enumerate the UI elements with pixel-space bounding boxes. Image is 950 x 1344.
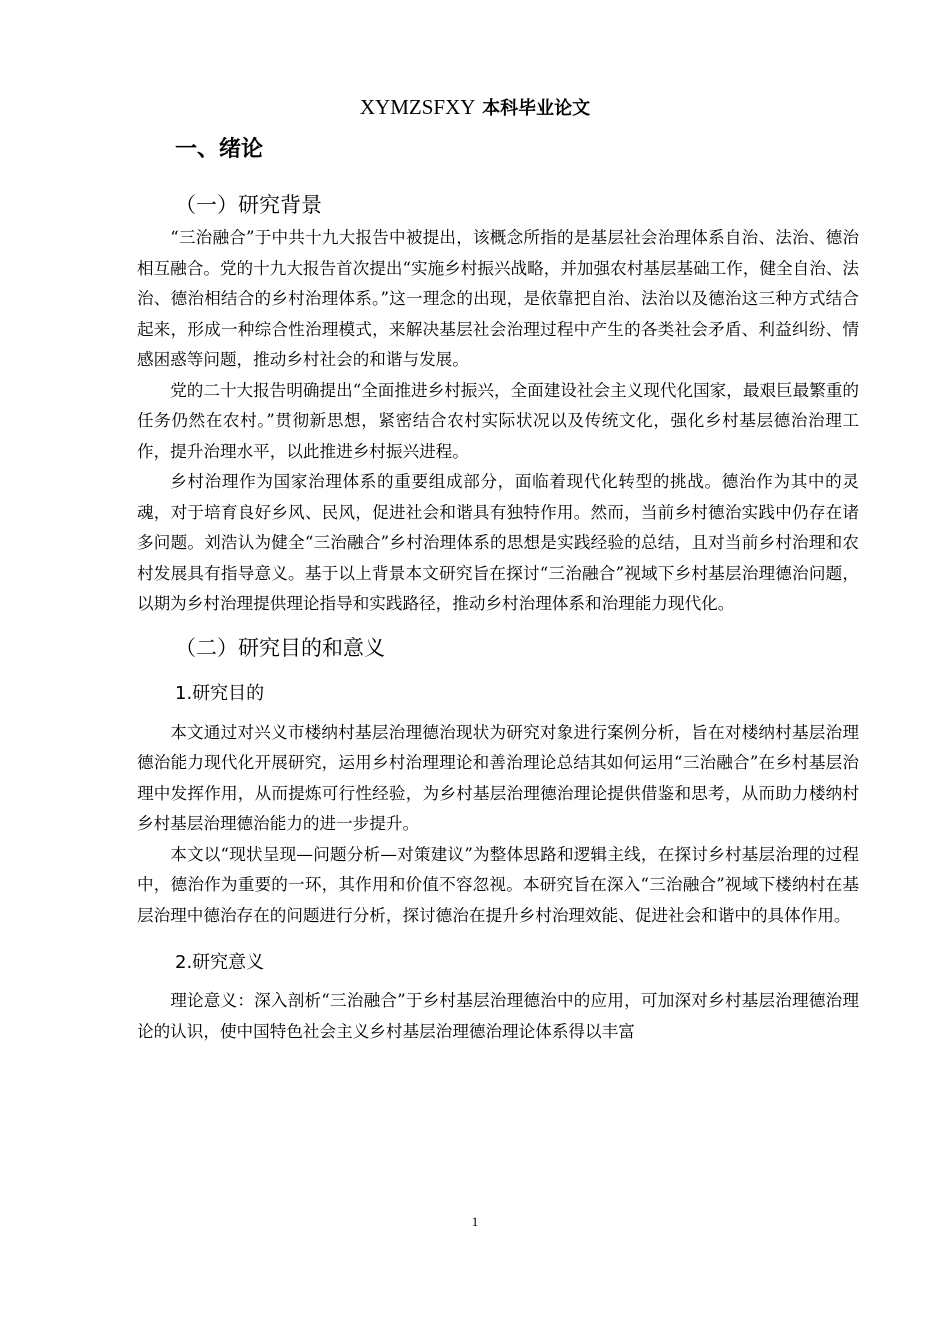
section-title: 一、绪论 [175,137,264,162]
page-number: 1 [471,1214,479,1229]
purpose-heading: 1.研究目的 [175,682,265,704]
purpose-significance-heading: （二）研究目的和意义 [175,635,385,660]
background-heading: （一）研究背景 [175,193,322,217]
background-paragraph-3: 乡村治理作为国家治理体系的重要组成部分，面临着现代化转型的挑战。德治作为其中的灵魂，对于培育良好乡风、民风，促进社会和谐具有独特作用。然而，当前乡村德治实践中仍存在诸多问题。刘浩认为健全“三治融合”乡村治理体系的思想是实践经验的总结，且对当前乡村治理和农村发展具有指导意义。基于以上背景本文研究旨在探讨“三治融合”视域下乡村基层治理德治问题，以期为乡村治理提供理论指导和实践路径，推动乡村治理体系和治理能力现代化。 [137,472,859,613]
background-paragraph-2: 党的二十大报告明确提出“全面推进乡村振兴，全面建设社会主义现代化国家，最艰巨最繁重的任务仍然在农村。”贯彻新思想，紧密结合农村实际状况以及传统文化，强化乡村基层德治治理工作，提升治理水平，以此推进乡村振兴进程。 [137,380,860,461]
page-content [137,133,859,1047]
significance-paragraph-1: 理论意义：深入剖析“三治融合”于乡村基层治理德治中的应用，可加深对乡村基层治理德治理论的认识，使中国特色社会主义乡村基层治理德治理论体系得以丰富 [137,991,859,1041]
background-paragraph-1: “三治融合”于中共十九大报告中被提出，该概念所指的是基层社会治理体系自治、法治、德治相互融合。党的十九大报告首次提出“实施乡村振兴战略，并加强农村基层基础工作，健全自治、法治、德治相结合的乡村治理体系。”这一理念的出现，是依靠把自治、法治以及德治这三种方式结合起来，形成一种综合性治理模式，来解决基层社会治理过程中产生的各类社会矛盾、利益纠纷、情感困惑等问题，推动乡村社会的和谐与发展。 [137,228,860,369]
page-header [0,92,950,124]
significance-heading: 2.研究意义 [175,952,265,973]
header-doc-type: 本科毕业论文 [482,98,591,119]
header-school-code: XYMZSFXY [359,95,476,119]
purpose-paragraph-1: 本文通过对兴义市楼纳村基层治理德治现状为研究对象进行案例分析，旨在对楼纳村基层治理德治能力现代化开展研究，运用乡村治理理论和善治理论总结其如何运用“三治融合”在乡村基层治理中发挥作用，从而提炼可行性经验，为乡村基层治理德治理论提供借鉴和思考，从而助力楼纳村乡村基层治理德治能力的进一步提升。 [137,722,859,833]
purpose-paragraph-2: 本文以“现状呈现—问题分析—对策建议”为整体思路和逻辑主线，在探讨乡村基层治理的过程中，德治作为重要的一环，其作用和价值不容忽视。本研究旨在深入“三治融合”视域下楼纳村在基层治理中德治存在的问题进行分析，探讨德治在提升乡村治理效能、促进社会和谐中的具体作用。 [137,844,859,925]
